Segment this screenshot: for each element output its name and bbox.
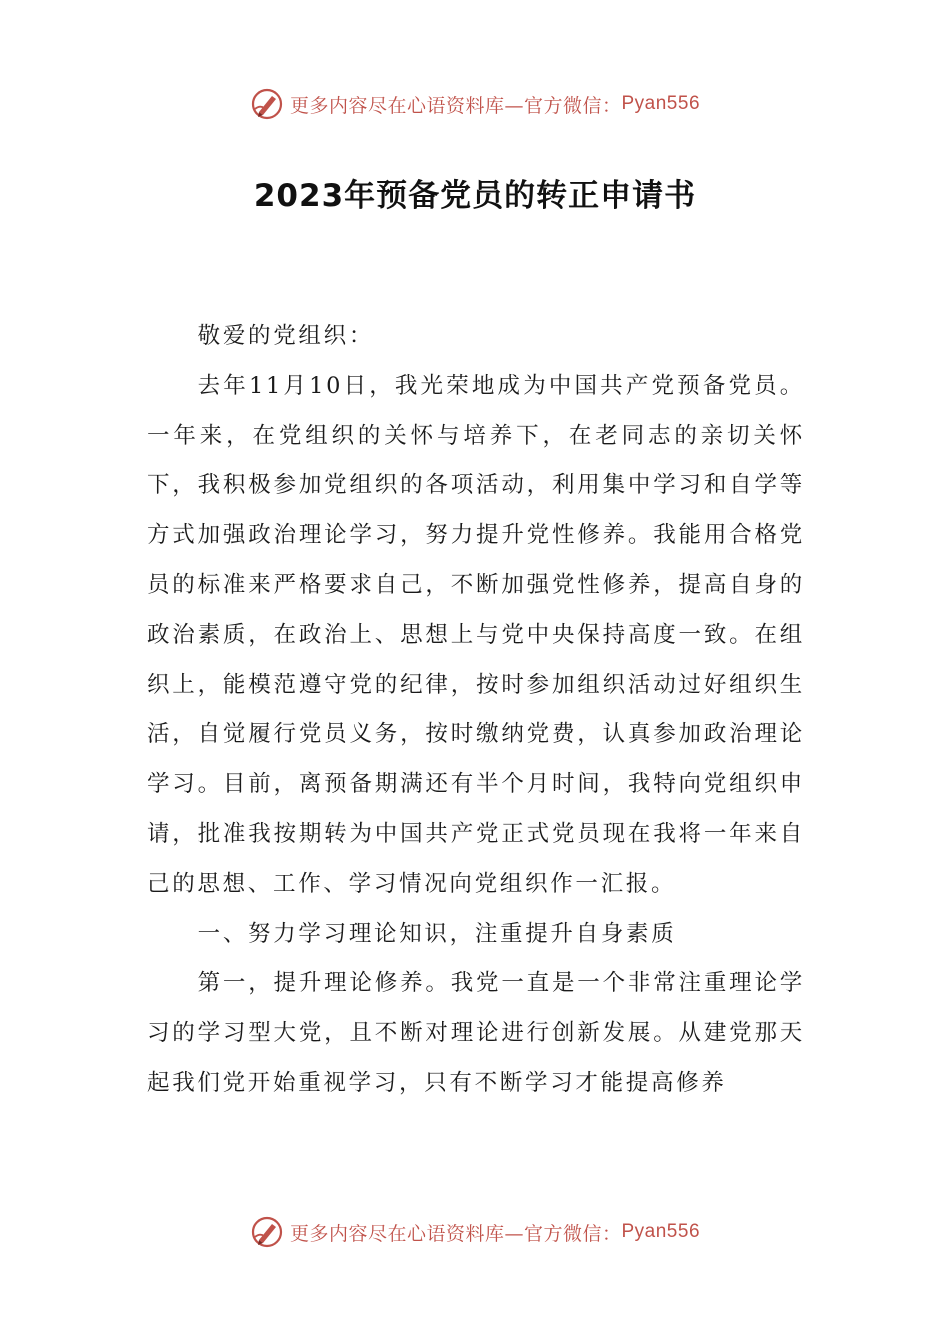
watermark-text: 更多内容尽在心语资料库—官方微信： xyxy=(289,1222,622,1245)
salutation: 敬爱的党组织： xyxy=(197,323,375,349)
pen-logo-icon xyxy=(250,1215,284,1249)
watermark-text: 更多内容尽在心语资料库—官方微信： xyxy=(289,94,622,117)
section-heading: 一、努力学习理论知识，注重提升自身素质 xyxy=(197,920,677,947)
watermark-footer xyxy=(0,1212,950,1252)
watermark-header xyxy=(0,84,950,124)
document-body xyxy=(147,312,805,1109)
watermark-wechat-id: Pyan556 xyxy=(621,93,701,114)
paragraph: 第一，提升理论修养。我党一直是一个非常注重理论学习的学习型大党，且不断对理论进行创新发展。从建党那天起我们党开始重视学习，只有不断学习才能提高修养 xyxy=(147,970,805,1096)
document-title: 2023年预备党员的转正申请书 xyxy=(253,178,697,214)
paragraph: 去年11月10日，我光荣地成为中国共产党预备党员。一年来，在党组织的关怀与培养下，在老同志的亲切关怀下，我积极参加党组织的各项活动，利用集中学习和自学等方式加强政治理论学习，努力提升党性修养。我能用合格党员的标准来严格要求自己，不断加强党性修养，提高自身的政治素质，在政治上、思想上与党中央保持高度一致。在组织上，能模范遵守党的纪律，按时参加组织活动过好组织生活，自觉履行党员义务，按时缴纳党费，认真参加政治理论学习。目前，离预备期满还有半个月时间，我特向党组织申请，批准我按期转为中国共产党正式党员现在我将一年来自己的思想、工作、学习情况向党组织作一汇报。 xyxy=(147,372,805,897)
pen-logo-icon xyxy=(250,87,284,121)
watermark-wechat-id: Pyan556 xyxy=(621,1221,701,1242)
